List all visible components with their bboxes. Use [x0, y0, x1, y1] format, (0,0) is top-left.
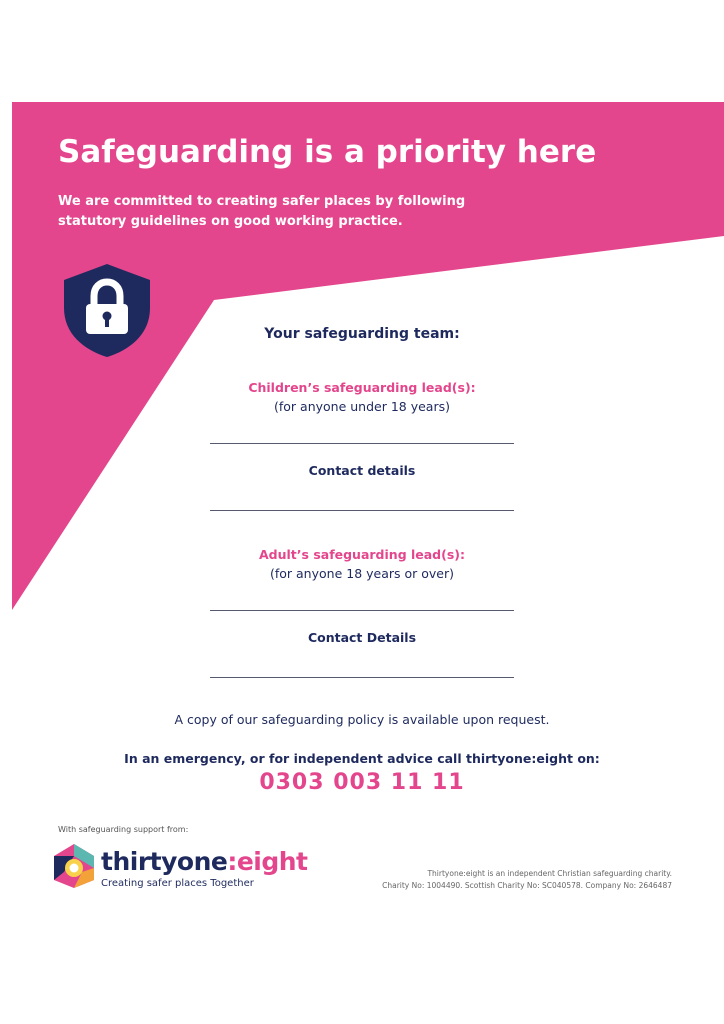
- adults-contact-label: Contact Details: [307, 630, 417, 645]
- padlock-shield-icon: [60, 262, 154, 358]
- thirtyone-eight-logo-icon: [52, 842, 96, 890]
- page-title: Safeguarding is a priority here: [58, 134, 597, 170]
- children-contact-label: Contact details: [308, 463, 416, 478]
- team-heading: Your safeguarding team:: [264, 326, 460, 342]
- adults-lead-line: [210, 610, 514, 611]
- charity-line-1: Thirtyone:eight is an independent Christian safeguarding charity.: [427, 869, 672, 878]
- adults-lead-label: Adult’s safeguarding lead(s):: [259, 547, 465, 562]
- adults-contact-line: [210, 677, 514, 678]
- logo-wordmark: [101, 847, 308, 876]
- charity-info: [382, 868, 672, 892]
- support-label: With safeguarding support from:: [58, 825, 189, 834]
- logo-wordmark-accent: :eight: [227, 847, 308, 876]
- children-contact-line: [210, 510, 514, 511]
- charity-line-2: Charity No: 1004490. Scottish Charity No: SC040578. Company No: 2646487: [382, 881, 672, 890]
- policy-note: A copy of our safeguarding policy is available upon request.: [174, 712, 550, 727]
- logo-wordmark-main: thirtyone: [101, 847, 228, 876]
- children-lead-label: Children’s safeguarding lead(s):: [248, 380, 476, 395]
- phone-number[interactable]: 0303 003 11 11: [259, 770, 465, 795]
- page-subtitle: We are committed to creating safer places by following statutory guidelines on good working practice.: [58, 194, 466, 229]
- children-lead-line: [210, 443, 514, 444]
- adults-lead-note: (for anyone 18 years or over): [269, 566, 454, 581]
- emergency-note: In an emergency, or for independent advice call thirtyone:eight on:: [124, 751, 600, 766]
- logo-tagline: Creating safer places Together: [101, 878, 254, 889]
- children-lead-note: (for anyone under 18 years): [274, 399, 450, 414]
